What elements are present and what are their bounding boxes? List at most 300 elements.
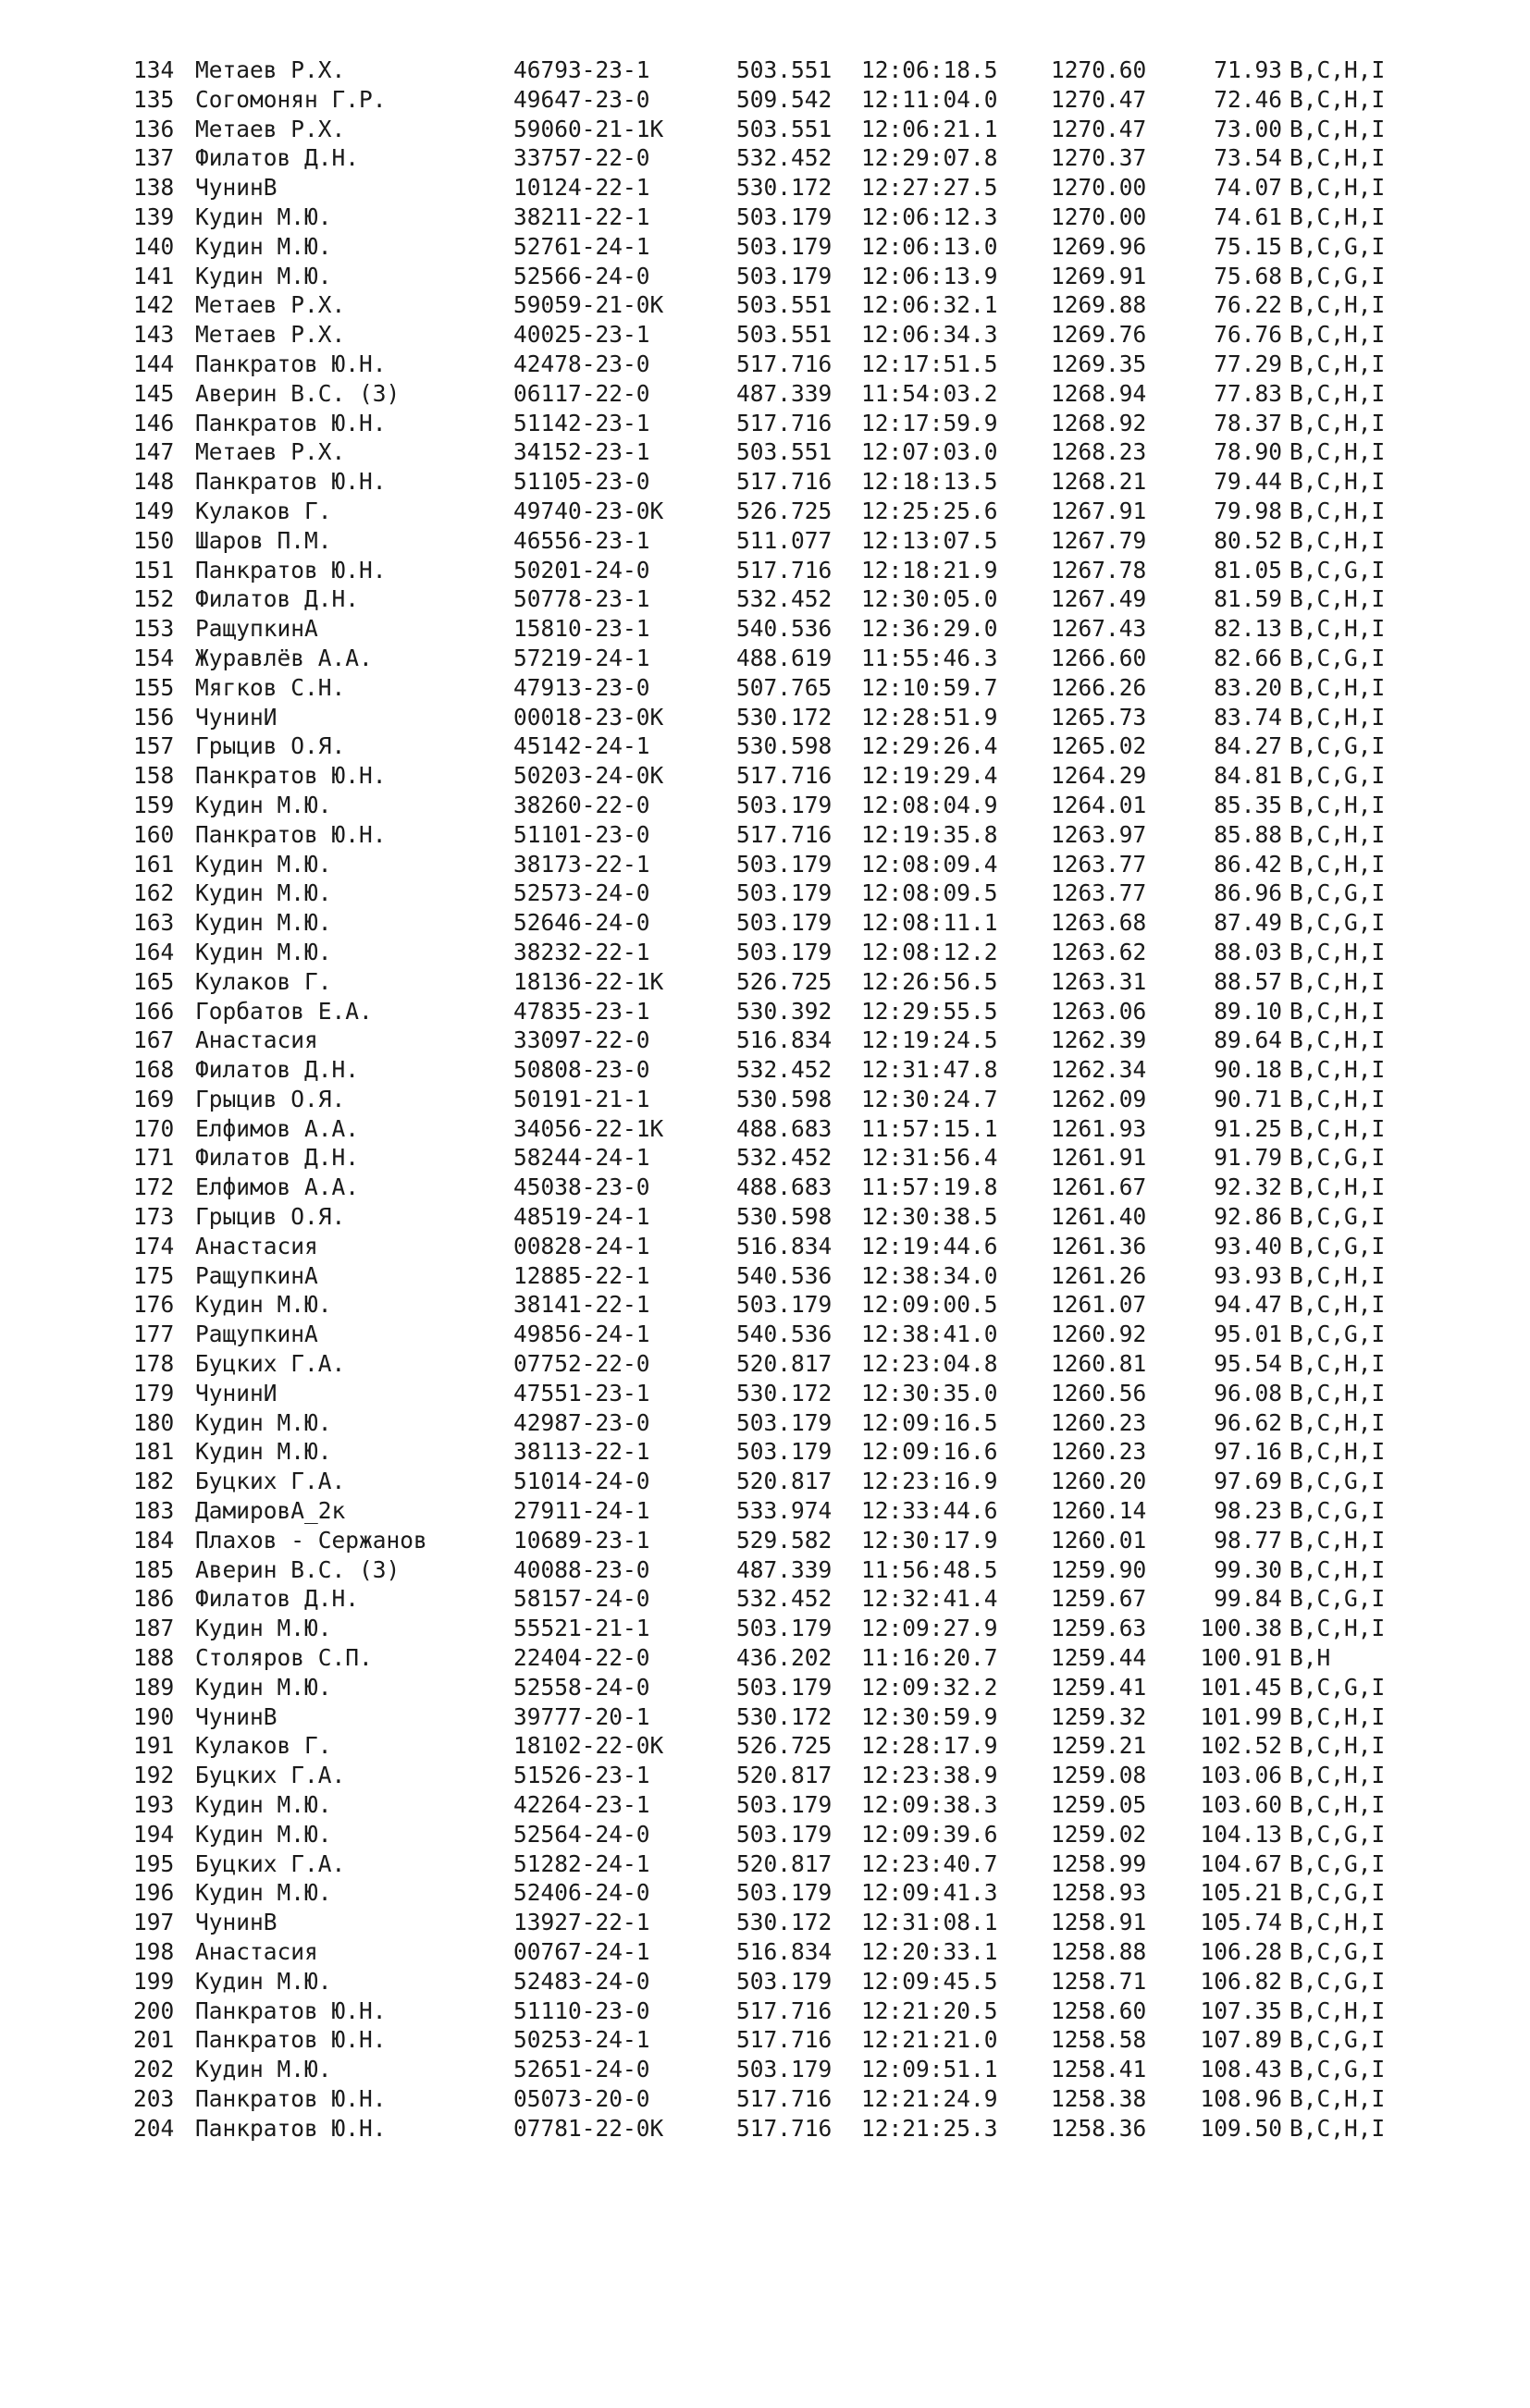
speed: 1270.00: [1051, 174, 1147, 202]
speed: 1258.99: [1051, 1849, 1147, 1877]
flags: B,C,G,I: [1289, 644, 1386, 671]
owner-name: Кулаков Г.: [195, 967, 332, 995]
arrival-time: 12:09:27.9: [861, 1615, 998, 1642]
distance: 503.551: [736, 438, 833, 466]
speed: 1260.23: [1051, 1438, 1147, 1466]
place-number: 157: [133, 732, 175, 760]
arrival-time: 12:06:32.1: [861, 291, 998, 319]
ring-number: 52573-24-0: [513, 879, 650, 907]
flags: B,C,H,I: [1289, 1909, 1386, 1936]
speed: 1263.97: [1051, 820, 1147, 848]
owner-name: Кудин М.Ю.: [195, 1791, 332, 1819]
arrival-time: 11:55:46.3: [861, 644, 998, 671]
flags: B,C,G,I: [1289, 232, 1386, 260]
ring-number: 50191-21-1: [513, 1085, 650, 1112]
ring-number: 38260-22-0: [513, 791, 650, 818]
arrival-time: 12:29:55.5: [861, 997, 998, 1025]
distance: 503.179: [736, 203, 833, 230]
arrival-time: 12:23:38.9: [861, 1762, 998, 1789]
flags: B,C,H,I: [1289, 115, 1386, 142]
ring-number: 52646-24-0: [513, 909, 650, 937]
arrival-time: 12:06:13.0: [861, 232, 998, 260]
owner-name: Анастасия: [195, 1026, 318, 1054]
place-number: 155: [133, 673, 175, 701]
owner-name: Кудин М.Ю.: [195, 1438, 332, 1466]
percent: 93.40: [1214, 1232, 1282, 1259]
ring-number: 51110-23-0: [513, 1996, 650, 2024]
percent: 76.76: [1214, 321, 1282, 349]
flags: B,C,H,I: [1289, 820, 1386, 848]
place-number: 138: [133, 174, 175, 202]
flags: B,C,H,I: [1289, 203, 1386, 230]
percent: 99.30: [1214, 1555, 1282, 1583]
distance: 529.582: [736, 1526, 833, 1554]
ring-number: 49856-24-1: [513, 1321, 650, 1348]
arrival-time: 12:30:59.9: [861, 1702, 998, 1730]
arrival-time: 12:31:08.1: [861, 1909, 998, 1936]
speed: 1262.34: [1051, 1056, 1147, 1084]
percent: 103.60: [1200, 1791, 1282, 1819]
speed: 1261.40: [1051, 1203, 1147, 1231]
speed: 1260.81: [1051, 1350, 1147, 1378]
place-number: 148: [133, 468, 175, 496]
place-number: 143: [133, 321, 175, 349]
table-row: [0, 1849, 1530, 1879]
speed: 1260.20: [1051, 1468, 1147, 1495]
distance: 503.179: [736, 262, 833, 289]
distance: 503.551: [736, 291, 833, 319]
ring-number: 38232-22-1: [513, 938, 650, 965]
distance: 516.834: [736, 1938, 833, 1965]
percent: 95.54: [1214, 1350, 1282, 1378]
percent: 92.86: [1214, 1203, 1282, 1231]
place-number: 136: [133, 115, 175, 142]
owner-name: Панкратов Ю.Н.: [195, 762, 387, 790]
percent: 82.13: [1214, 615, 1282, 643]
place-number: 145: [133, 379, 175, 407]
speed: 1262.39: [1051, 1026, 1147, 1054]
owner-name: Кудин М.Ю.: [195, 203, 332, 230]
speed: 1270.47: [1051, 115, 1147, 142]
table-row: [0, 1232, 1530, 1261]
place-number: 141: [133, 262, 175, 289]
place-number: 192: [133, 1762, 175, 1789]
owner-name: Аверин В.С. (З): [195, 379, 401, 407]
place-number: 161: [133, 850, 175, 878]
distance: 532.452: [736, 1056, 833, 1084]
arrival-time: 12:08:09.4: [861, 850, 998, 878]
ring-number: 51282-24-1: [513, 1849, 650, 1877]
table-row: [0, 820, 1530, 850]
owner-name: Филатов Д.Н.: [195, 1585, 360, 1613]
ring-number: 48519-24-1: [513, 1203, 650, 1231]
speed: 1270.37: [1051, 144, 1147, 172]
owner-name: Кудин М.Ю.: [195, 1615, 332, 1642]
arrival-time: 12:25:25.6: [861, 497, 998, 524]
speed: 1260.56: [1051, 1379, 1147, 1407]
table-row: [0, 1261, 1530, 1291]
speed: 1267.49: [1051, 585, 1147, 613]
place-number: 137: [133, 144, 175, 172]
ring-number: 12885-22-1: [513, 1261, 650, 1289]
table-row: [0, 85, 1530, 115]
percent: 95.01: [1214, 1321, 1282, 1348]
speed: 1258.60: [1051, 1996, 1147, 2024]
percent: 79.44: [1214, 468, 1282, 496]
owner-name: Кулаков Г.: [195, 1732, 332, 1760]
speed: 1261.26: [1051, 1261, 1147, 1289]
table-row: [0, 1526, 1530, 1555]
owner-name: Кудин М.Ю.: [195, 850, 332, 878]
owner-name: ЧунинИ: [195, 1379, 278, 1407]
ring-number: 00018-23-0К: [513, 703, 664, 731]
percent: 90.18: [1214, 1056, 1282, 1084]
owner-name: ЧунинИ: [195, 703, 278, 731]
table-row: [0, 1967, 1530, 1996]
arrival-time: 12:36:29.0: [861, 615, 998, 643]
speed: 1267.79: [1051, 526, 1147, 554]
owner-name: Панкратов Ю.Н.: [195, 2026, 387, 2054]
table-row: [0, 1731, 1530, 1761]
place-number: 172: [133, 1173, 175, 1201]
owner-name: Панкратов Ю.Н.: [195, 468, 387, 496]
flags: B,C,H,I: [1289, 1085, 1386, 1112]
table-row: [0, 1467, 1530, 1496]
speed: 1261.67: [1051, 1173, 1147, 1201]
flags: B,C,H,I: [1289, 615, 1386, 643]
flags: B,C,H,I: [1289, 1555, 1386, 1583]
owner-name: Панкратов Ю.Н.: [195, 409, 387, 436]
speed: 1260.92: [1051, 1321, 1147, 1348]
distance: 503.179: [736, 791, 833, 818]
arrival-time: 12:19:35.8: [861, 820, 998, 848]
owner-name: Метаев Р.Х.: [195, 115, 346, 142]
owner-name: Плахов - Сержанов: [195, 1526, 427, 1554]
owner-name: Панкратов Ю.Н.: [195, 820, 387, 848]
table-row: [0, 644, 1530, 673]
owner-name: Горбатов Е.А.: [195, 997, 373, 1025]
ring-number: 45142-24-1: [513, 732, 650, 760]
arrival-time: 12:19:44.6: [861, 1232, 998, 1259]
place-number: 154: [133, 644, 175, 671]
ring-number: 49740-23-0К: [513, 497, 664, 524]
table-row: [0, 791, 1530, 820]
ring-number: 38211-22-1: [513, 203, 650, 230]
distance: 532.452: [736, 1585, 833, 1613]
ring-number: 51142-23-1: [513, 409, 650, 436]
speed: 1262.09: [1051, 1085, 1147, 1112]
percent: 100.91: [1200, 1644, 1282, 1672]
owner-name: Кудин М.Ю.: [195, 1291, 332, 1319]
table-row: [0, 1614, 1530, 1643]
percent: 90.71: [1214, 1085, 1282, 1112]
flags: B,C,G,I: [1289, 1967, 1386, 1995]
owner-name: РащупкинА: [195, 1321, 318, 1348]
arrival-time: 12:09:16.6: [861, 1438, 998, 1466]
arrival-time: 12:19:29.4: [861, 762, 998, 790]
percent: 108.43: [1200, 2056, 1282, 2083]
place-number: 147: [133, 438, 175, 466]
table-row: [0, 467, 1530, 497]
ring-number: 58157-24-0: [513, 1585, 650, 1613]
flags: B,C,H,I: [1289, 321, 1386, 349]
speed: 1258.88: [1051, 1938, 1147, 1965]
percent: 96.08: [1214, 1379, 1282, 1407]
table-row: [0, 1643, 1530, 1673]
speed: 1267.78: [1051, 556, 1147, 584]
percent: 84.27: [1214, 732, 1282, 760]
ring-number: 00828-24-1: [513, 1232, 650, 1259]
percent: 105.74: [1200, 1909, 1282, 1936]
percent: 75.68: [1214, 262, 1282, 289]
flags: B,C,H,I: [1289, 585, 1386, 613]
place-number: 181: [133, 1438, 175, 1466]
owner-name: Метаев Р.Х.: [195, 321, 346, 349]
speed: 1260.14: [1051, 1497, 1147, 1525]
place-number: 178: [133, 1350, 175, 1378]
distance: 516.834: [736, 1026, 833, 1054]
percent: 103.06: [1200, 1762, 1282, 1789]
arrival-time: 12:06:34.3: [861, 321, 998, 349]
speed: 1268.23: [1051, 438, 1147, 466]
speed: 1260.01: [1051, 1526, 1147, 1554]
flags: B,C,G,I: [1289, 556, 1386, 584]
flags: B,C,G,I: [1289, 1203, 1386, 1231]
arrival-time: 12:08:12.2: [861, 938, 998, 965]
arrival-time: 12:28:51.9: [861, 703, 998, 731]
percent: 75.15: [1214, 232, 1282, 260]
distance: 488.683: [736, 1114, 833, 1142]
table-row: [0, 1555, 1530, 1585]
table-row: [0, 584, 1530, 614]
arrival-time: 12:09:38.3: [861, 1791, 998, 1819]
speed: 1258.71: [1051, 1967, 1147, 1995]
place-number: 190: [133, 1702, 175, 1730]
percent: 84.81: [1214, 762, 1282, 790]
arrival-time: 11:56:48.5: [861, 1555, 998, 1583]
flags: B,C,G,I: [1289, 1321, 1386, 1348]
speed: 1264.01: [1051, 791, 1147, 818]
table-row: [0, 850, 1530, 879]
speed: 1266.26: [1051, 673, 1147, 701]
percent: 97.69: [1214, 1468, 1282, 1495]
ring-number: 52651-24-0: [513, 2056, 650, 2083]
arrival-time: 12:09:41.3: [861, 1879, 998, 1907]
distance: 530.172: [736, 1909, 833, 1936]
owner-name: Елфимов А.А.: [195, 1173, 360, 1201]
percent: 85.35: [1214, 791, 1282, 818]
owner-name: Елфимов А.А.: [195, 1114, 360, 1142]
distance: 540.536: [736, 1321, 833, 1348]
table-row: [0, 1379, 1530, 1408]
table-row: [0, 1878, 1530, 1908]
ring-number: 27911-24-1: [513, 1497, 650, 1525]
flags: B,C,H,I: [1289, 526, 1386, 554]
owner-name: Грыцив О.Я.: [195, 1203, 346, 1231]
table-row: [0, 232, 1530, 262]
distance: 520.817: [736, 1350, 833, 1378]
ring-number: 47835-23-1: [513, 997, 650, 1025]
ring-number: 00767-24-1: [513, 1938, 650, 1965]
flags: B,C,G,I: [1289, 262, 1386, 289]
speed: 1261.91: [1051, 1144, 1147, 1172]
distance: 516.834: [736, 1232, 833, 1259]
place-number: 135: [133, 85, 175, 113]
arrival-time: 12:18:13.5: [861, 468, 998, 496]
percent: 81.59: [1214, 585, 1282, 613]
distance: 517.716: [736, 2114, 833, 2142]
arrival-time: 12:21:25.3: [861, 2114, 998, 2142]
percent: 106.82: [1200, 1967, 1282, 1995]
distance: 517.716: [736, 350, 833, 377]
flags: B,C,G,I: [1289, 1144, 1386, 1172]
speed: 1270.47: [1051, 85, 1147, 113]
table-row: [0, 1114, 1530, 1144]
owner-name: Кудин М.Ю.: [195, 909, 332, 937]
percent: 94.47: [1214, 1291, 1282, 1319]
speed: 1269.96: [1051, 232, 1147, 260]
arrival-time: 12:28:17.9: [861, 1732, 998, 1760]
table-row: [0, 497, 1530, 526]
table-row: [0, 731, 1530, 761]
distance: 532.452: [736, 585, 833, 613]
ring-number: 50778-23-1: [513, 585, 650, 613]
table-row: [0, 437, 1530, 467]
owner-name: Кудин М.Ю.: [195, 938, 332, 965]
distance: 517.716: [736, 762, 833, 790]
place-number: 188: [133, 1644, 175, 1672]
table-row: [0, 938, 1530, 967]
flags: B,C,H,I: [1289, 967, 1386, 995]
ring-number: 07781-22-0К: [513, 2114, 664, 2142]
percent: 101.99: [1200, 1702, 1282, 1730]
percent: 91.25: [1214, 1114, 1282, 1142]
table-row: [0, 556, 1530, 585]
flags: B,C,H,I: [1289, 497, 1386, 524]
ring-number: 18136-22-1К: [513, 967, 664, 995]
place-number: 177: [133, 1321, 175, 1348]
flags: B,C,H,I: [1289, 2084, 1386, 2112]
place-number: 194: [133, 1820, 175, 1848]
table-row: [0, 1055, 1530, 1085]
percent: 89.10: [1214, 997, 1282, 1025]
flags: B,C,H,I: [1289, 1996, 1386, 2024]
place-number: 149: [133, 497, 175, 524]
speed: 1261.36: [1051, 1232, 1147, 1259]
flags: B,C,H,I: [1289, 1526, 1386, 1554]
place-number: 142: [133, 291, 175, 319]
ring-number: 07752-22-0: [513, 1350, 650, 1378]
distance: 503.551: [736, 115, 833, 142]
distance: 511.077: [736, 526, 833, 554]
speed: 1263.77: [1051, 850, 1147, 878]
owner-name: Кулаков Г.: [195, 497, 332, 524]
table-row: [0, 1584, 1530, 1614]
place-number: 174: [133, 1232, 175, 1259]
flags: B,C,H,I: [1289, 1261, 1386, 1289]
ring-number: 06117-22-0: [513, 379, 650, 407]
place-number: 187: [133, 1615, 175, 1642]
ring-number: 47913-23-0: [513, 673, 650, 701]
speed: 1264.29: [1051, 762, 1147, 790]
distance: 503.551: [736, 56, 833, 83]
speed: 1258.36: [1051, 2114, 1147, 2142]
speed: 1261.93: [1051, 1114, 1147, 1142]
speed: 1259.41: [1051, 1673, 1147, 1701]
place-number: 162: [133, 879, 175, 907]
table-row: [0, 878, 1530, 908]
owner-name: Буцких Г.А.: [195, 1468, 346, 1495]
table-row: [0, 2084, 1530, 2114]
table-row: [0, 1408, 1530, 1438]
flags: B,C,G,I: [1289, 732, 1386, 760]
ring-number: 46556-23-1: [513, 526, 650, 554]
flags: B,C,H,I: [1289, 938, 1386, 965]
owner-name: Кудин М.Ю.: [195, 232, 332, 260]
table-row: [0, 1937, 1530, 1967]
percent: 78.90: [1214, 438, 1282, 466]
arrival-time: 12:23:04.8: [861, 1350, 998, 1378]
owner-name: Филатов Д.Н.: [195, 144, 360, 172]
distance: 517.716: [736, 1996, 833, 2024]
flags: B,C,G,I: [1289, 1879, 1386, 1907]
flags: B,C,G,I: [1289, 1585, 1386, 1613]
speed: 1269.91: [1051, 262, 1147, 289]
place-number: 196: [133, 1879, 175, 1907]
distance: 488.619: [736, 644, 833, 671]
place-number: 193: [133, 1791, 175, 1819]
flags: B,C,G,I: [1289, 879, 1386, 907]
owner-name: Метаев Р.Х.: [195, 56, 346, 83]
place-number: 198: [133, 1938, 175, 1965]
table-row: [0, 173, 1530, 203]
ring-number: 50253-24-1: [513, 2026, 650, 2054]
place-number: 150: [133, 526, 175, 554]
arrival-time: 12:30:35.0: [861, 1379, 998, 1407]
flags: B,C,H,I: [1289, 1379, 1386, 1407]
flags: B,C,H,I: [1289, 144, 1386, 172]
place-number: 197: [133, 1909, 175, 1936]
table-row: [0, 1026, 1530, 1055]
owner-name: Панкратов Ю.Н.: [195, 2114, 387, 2142]
flags: B,C,G,I: [1289, 1820, 1386, 1848]
arrival-time: 12:31:47.8: [861, 1056, 998, 1084]
table-row: [0, 614, 1530, 644]
place-number: 146: [133, 409, 175, 436]
speed: 1260.23: [1051, 1408, 1147, 1436]
ring-number: 50201-24-0: [513, 556, 650, 584]
arrival-time: 12:29:07.8: [861, 144, 998, 172]
arrival-time: 12:08:04.9: [861, 791, 998, 818]
owner-name: Кудин М.Ю.: [195, 879, 332, 907]
arrival-time: 12:08:11.1: [861, 909, 998, 937]
owner-name: ЧунинВ: [195, 1909, 278, 1936]
flags: B,C,G,I: [1289, 1849, 1386, 1877]
percent: 106.28: [1200, 1938, 1282, 1965]
owner-name: Буцких Г.А.: [195, 1762, 346, 1789]
percent: 78.37: [1214, 409, 1282, 436]
arrival-time: 12:23:40.7: [861, 1849, 998, 1877]
flags: B,C,H,I: [1289, 2114, 1386, 2142]
arrival-time: 12:19:24.5: [861, 1026, 998, 1054]
arrival-time: 12:30:05.0: [861, 585, 998, 613]
arrival-time: 12:21:24.9: [861, 2084, 998, 2112]
percent: 98.77: [1214, 1526, 1282, 1554]
owner-name: Филатов Д.Н.: [195, 585, 360, 613]
distance: 533.974: [736, 1497, 833, 1525]
speed: 1270.00: [1051, 203, 1147, 230]
table-row: [0, 203, 1530, 232]
